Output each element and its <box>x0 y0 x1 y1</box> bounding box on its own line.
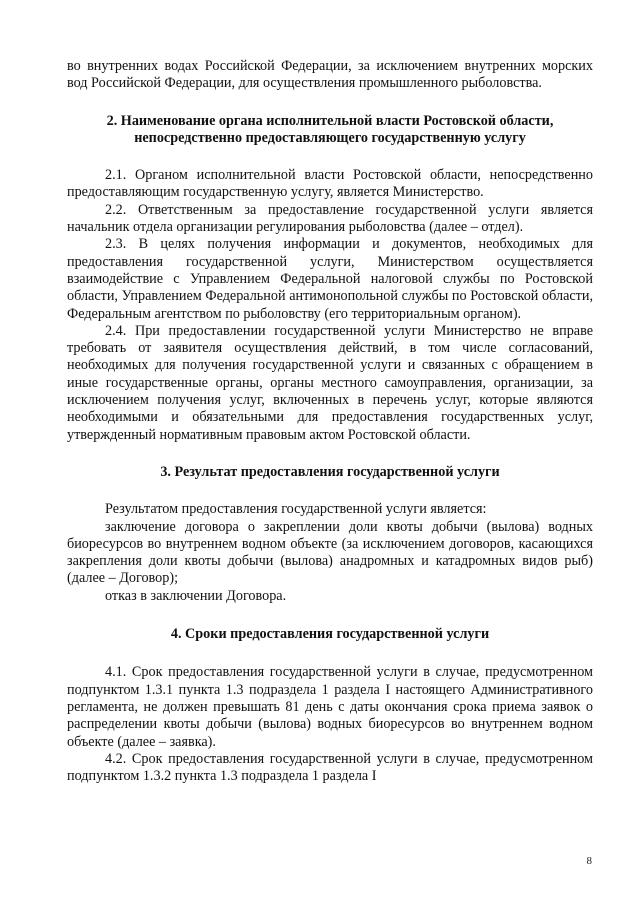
paragraph-3-result: Результатом предоставления государственной услуги является: <box>105 501 487 518</box>
paragraph-2-2: 2.2. Ответственным за предоставление государственной услуги является начальник отдела организации регулирования рыболовства (далее – отдел). <box>67 201 593 236</box>
section-2-heading: 2. Наименование органа исполнительной власти Ростовской области, непосредственно предоставляющего государственную услугу <box>106 112 554 146</box>
paragraph-2-4: 2.4. При предоставлении государственной услуги Министерство не вправе требовать от заявителя осуществления действий, в том числе согласований, необходимых для получения государственной услуги и связанных с обращением в иные государственные органы, органы местного самоуправления, организации, за исключением получения услуг, включенных в перечень услуг, которые являются необходимыми и обязательными для предоставления государственных услуг, утвержденный нормативным правовым актом Ростовской области. <box>67 322 593 443</box>
paragraph-3-contract: заключение договора о закреплении доли квоты добычи (вылова) водных биоресурсов во внутреннем водном объекте (за исключением договоров, касающихся закрепления доли квоты добычи (вылова) анадромных и катадромных видов рыб) (далее – Договор); <box>67 518 593 587</box>
paragraph-4-2: 4.2. Срок предоставления государственной услуги в случае, предусмотренном подпунктом 1.3.2 пункта 1.3 подраздела 1 раздела I <box>67 750 593 785</box>
page-number: 8 <box>586 855 592 867</box>
paragraph-4-1: 4.1. Срок предоставления государственной услуги в случае, предусмотренном подпунктом 1.3.1 пункта 1.3 подраздела 1 раздела I настоящего Административного регламента, не должен превышать 81 день с даты окончания срока приема заявок о распределении квоты добычи (вылова) водных биоресурсов во внутреннем водном объекте (далее – заявка). <box>67 664 593 750</box>
paragraph-2-3: 2.3. В целях получения информации и документов, необходимых для предоставления государственной услуги, Министерством осуществляется взаимодействие с Управлением Федеральной налоговой службы по Ростовской области, Управлением Федеральной антимонопольной службы по Ростовской области, Федеральным агентством по рыболовству (его территориальным органом). <box>67 236 593 322</box>
paragraph-2-1: 2.1. Органом исполнительной власти Ростовской области, непосредственно предоставляющим государственную услугу, является Министерство. <box>67 167 593 201</box>
section-4-heading: 4. Сроки предоставления государственной услуги <box>170 626 490 643</box>
document-page <box>67 58 593 785</box>
paragraph-3-refusal: отказ в заключении Договора. <box>105 587 287 604</box>
intro-paragraph: во внутренних водах Российской Федерации, за исключением внутренних морских вод Российской Федерации, для осуществления промышленного рыболовства. <box>67 58 593 92</box>
section-3-heading: 3. Результат предоставления государственной услуги <box>160 463 500 480</box>
